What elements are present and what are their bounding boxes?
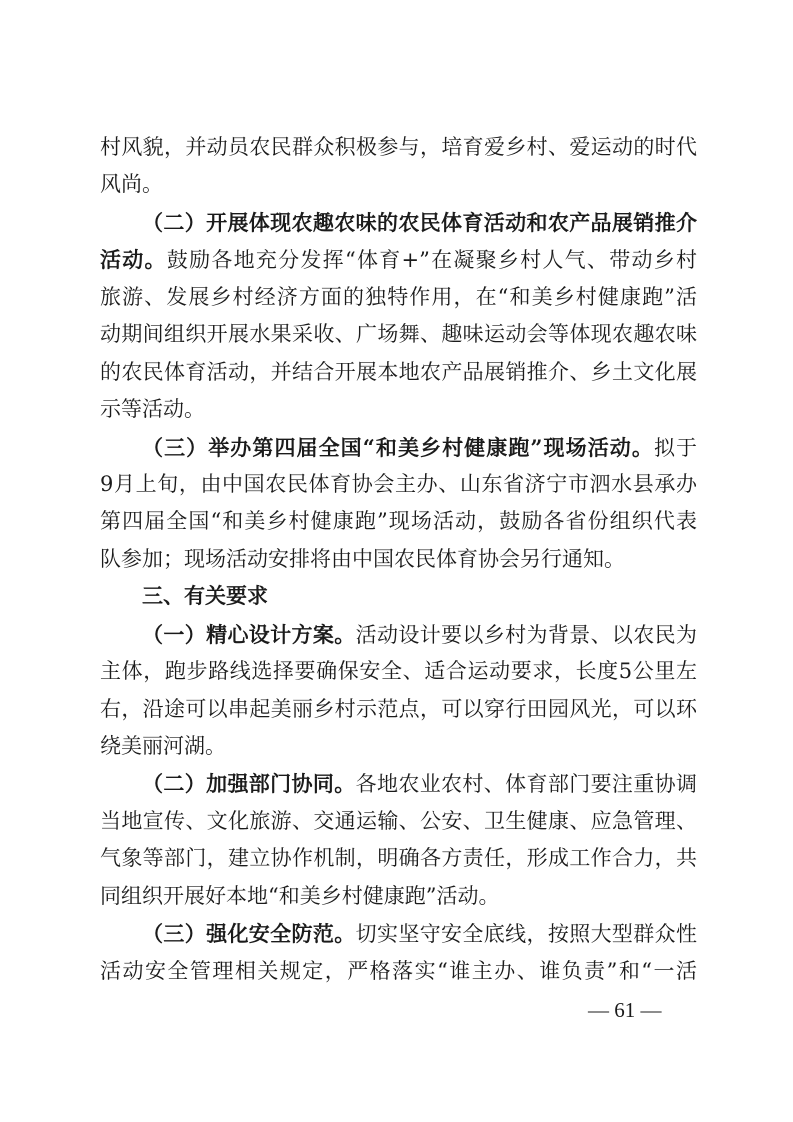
line-text: 村风貌，并动员农民群众积极参与，培育爱乡村、爱运动的时代 <box>100 135 697 159</box>
text-line <box>100 391 697 428</box>
emphasis-text: （二）加强部门协同。 <box>142 771 356 797</box>
text-line <box>100 915 697 952</box>
line-text: 示等活动。 <box>100 397 205 422</box>
text-line <box>100 728 697 765</box>
body-text <box>100 129 697 990</box>
text-line <box>100 653 697 690</box>
line-text: 9月上旬，由中国农民体育协会主办、山东省济宁市泗水县承办 <box>100 471 697 496</box>
text-line <box>100 840 697 877</box>
line-text: 活动设计要以乡村为背景、以农民为 <box>355 622 697 647</box>
text-line <box>100 541 697 578</box>
section-heading-text: 三、有关要求 <box>142 585 268 609</box>
line-text: 风尚。 <box>100 172 163 197</box>
line-text: 切实坚守安全底线，按照大型群众性 <box>355 922 697 947</box>
text-line <box>100 429 697 466</box>
text-line <box>100 953 697 990</box>
text-line <box>100 166 697 203</box>
line-text: 旅游、发展乡村经济方面的独特作用，在“和美乡村健康跑”活 <box>100 284 697 309</box>
line-text: 当地宣传、文化旅游、交通运输、公安、卫生健康、应急管理、 <box>100 808 697 833</box>
line-text: 气象等部门，建立协作机制，明确各方责任，形成工作合力，共 <box>100 846 697 871</box>
text-line <box>100 466 697 503</box>
section-heading <box>100 578 697 615</box>
emphasis-text: （三）强化安全防范。 <box>142 921 356 947</box>
page-number: — 61 — <box>588 998 662 1022</box>
line-text: 的农民体育活动，并结合开展本地农产品展销推介、乡土文化展 <box>100 359 697 384</box>
line-text: 鼓励各地充分发挥“体育+”在凝聚乡村人气、带动乡村 <box>166 248 697 273</box>
text-line <box>100 503 697 540</box>
text-line <box>100 878 697 915</box>
text-line <box>100 316 697 353</box>
text-line <box>100 241 697 278</box>
line-text: 绕美丽河湖。 <box>100 734 226 758</box>
line-text: 动期间组织开展水果采收、广场舞、趣味运动会等体现农趣农味 <box>100 322 697 347</box>
line-text: 右，沿途可以串起美丽乡村示范点，可以穿行田园风光，可以环 <box>100 696 697 721</box>
line-text: 第四届全国“和美乡村健康跑”现场活动，鼓励各省份组织代表 <box>100 509 697 534</box>
text-line <box>100 129 697 166</box>
emphasis-text: （一）精心设计方案。 <box>142 621 356 647</box>
text-line <box>100 691 697 728</box>
line-text: 活动安全管理相关规定，严格落实“谁主办、谁负责”和“一活 <box>100 958 697 983</box>
emphasis-text: （三）举办第四届全国“和美乡村健康跑”现场活动。 <box>142 434 654 460</box>
text-line <box>100 765 697 802</box>
line-text: 主体，跑步路线选择要确保安全、适合运动要求，长度5公里左 <box>100 659 697 684</box>
text-line <box>100 616 697 653</box>
line-text: 拟于 <box>653 435 697 460</box>
text-line <box>100 279 697 316</box>
text-line <box>100 803 697 840</box>
text-line <box>100 354 697 391</box>
line-text: 队参加；现场活动安排将由中国农民体育协会另行通知。 <box>100 546 625 571</box>
text-line <box>100 204 697 241</box>
emphasis-text: 活动。 <box>100 247 167 273</box>
line-text: 各地农业农村、体育部门要注重协调 <box>355 772 697 797</box>
line-text: 同组织开展好本地“和美乡村健康跑”活动。 <box>100 883 500 908</box>
emphasis-text: （二）开展体现农趣农味的农民体育活动和农产品展销推介 <box>142 209 697 235</box>
